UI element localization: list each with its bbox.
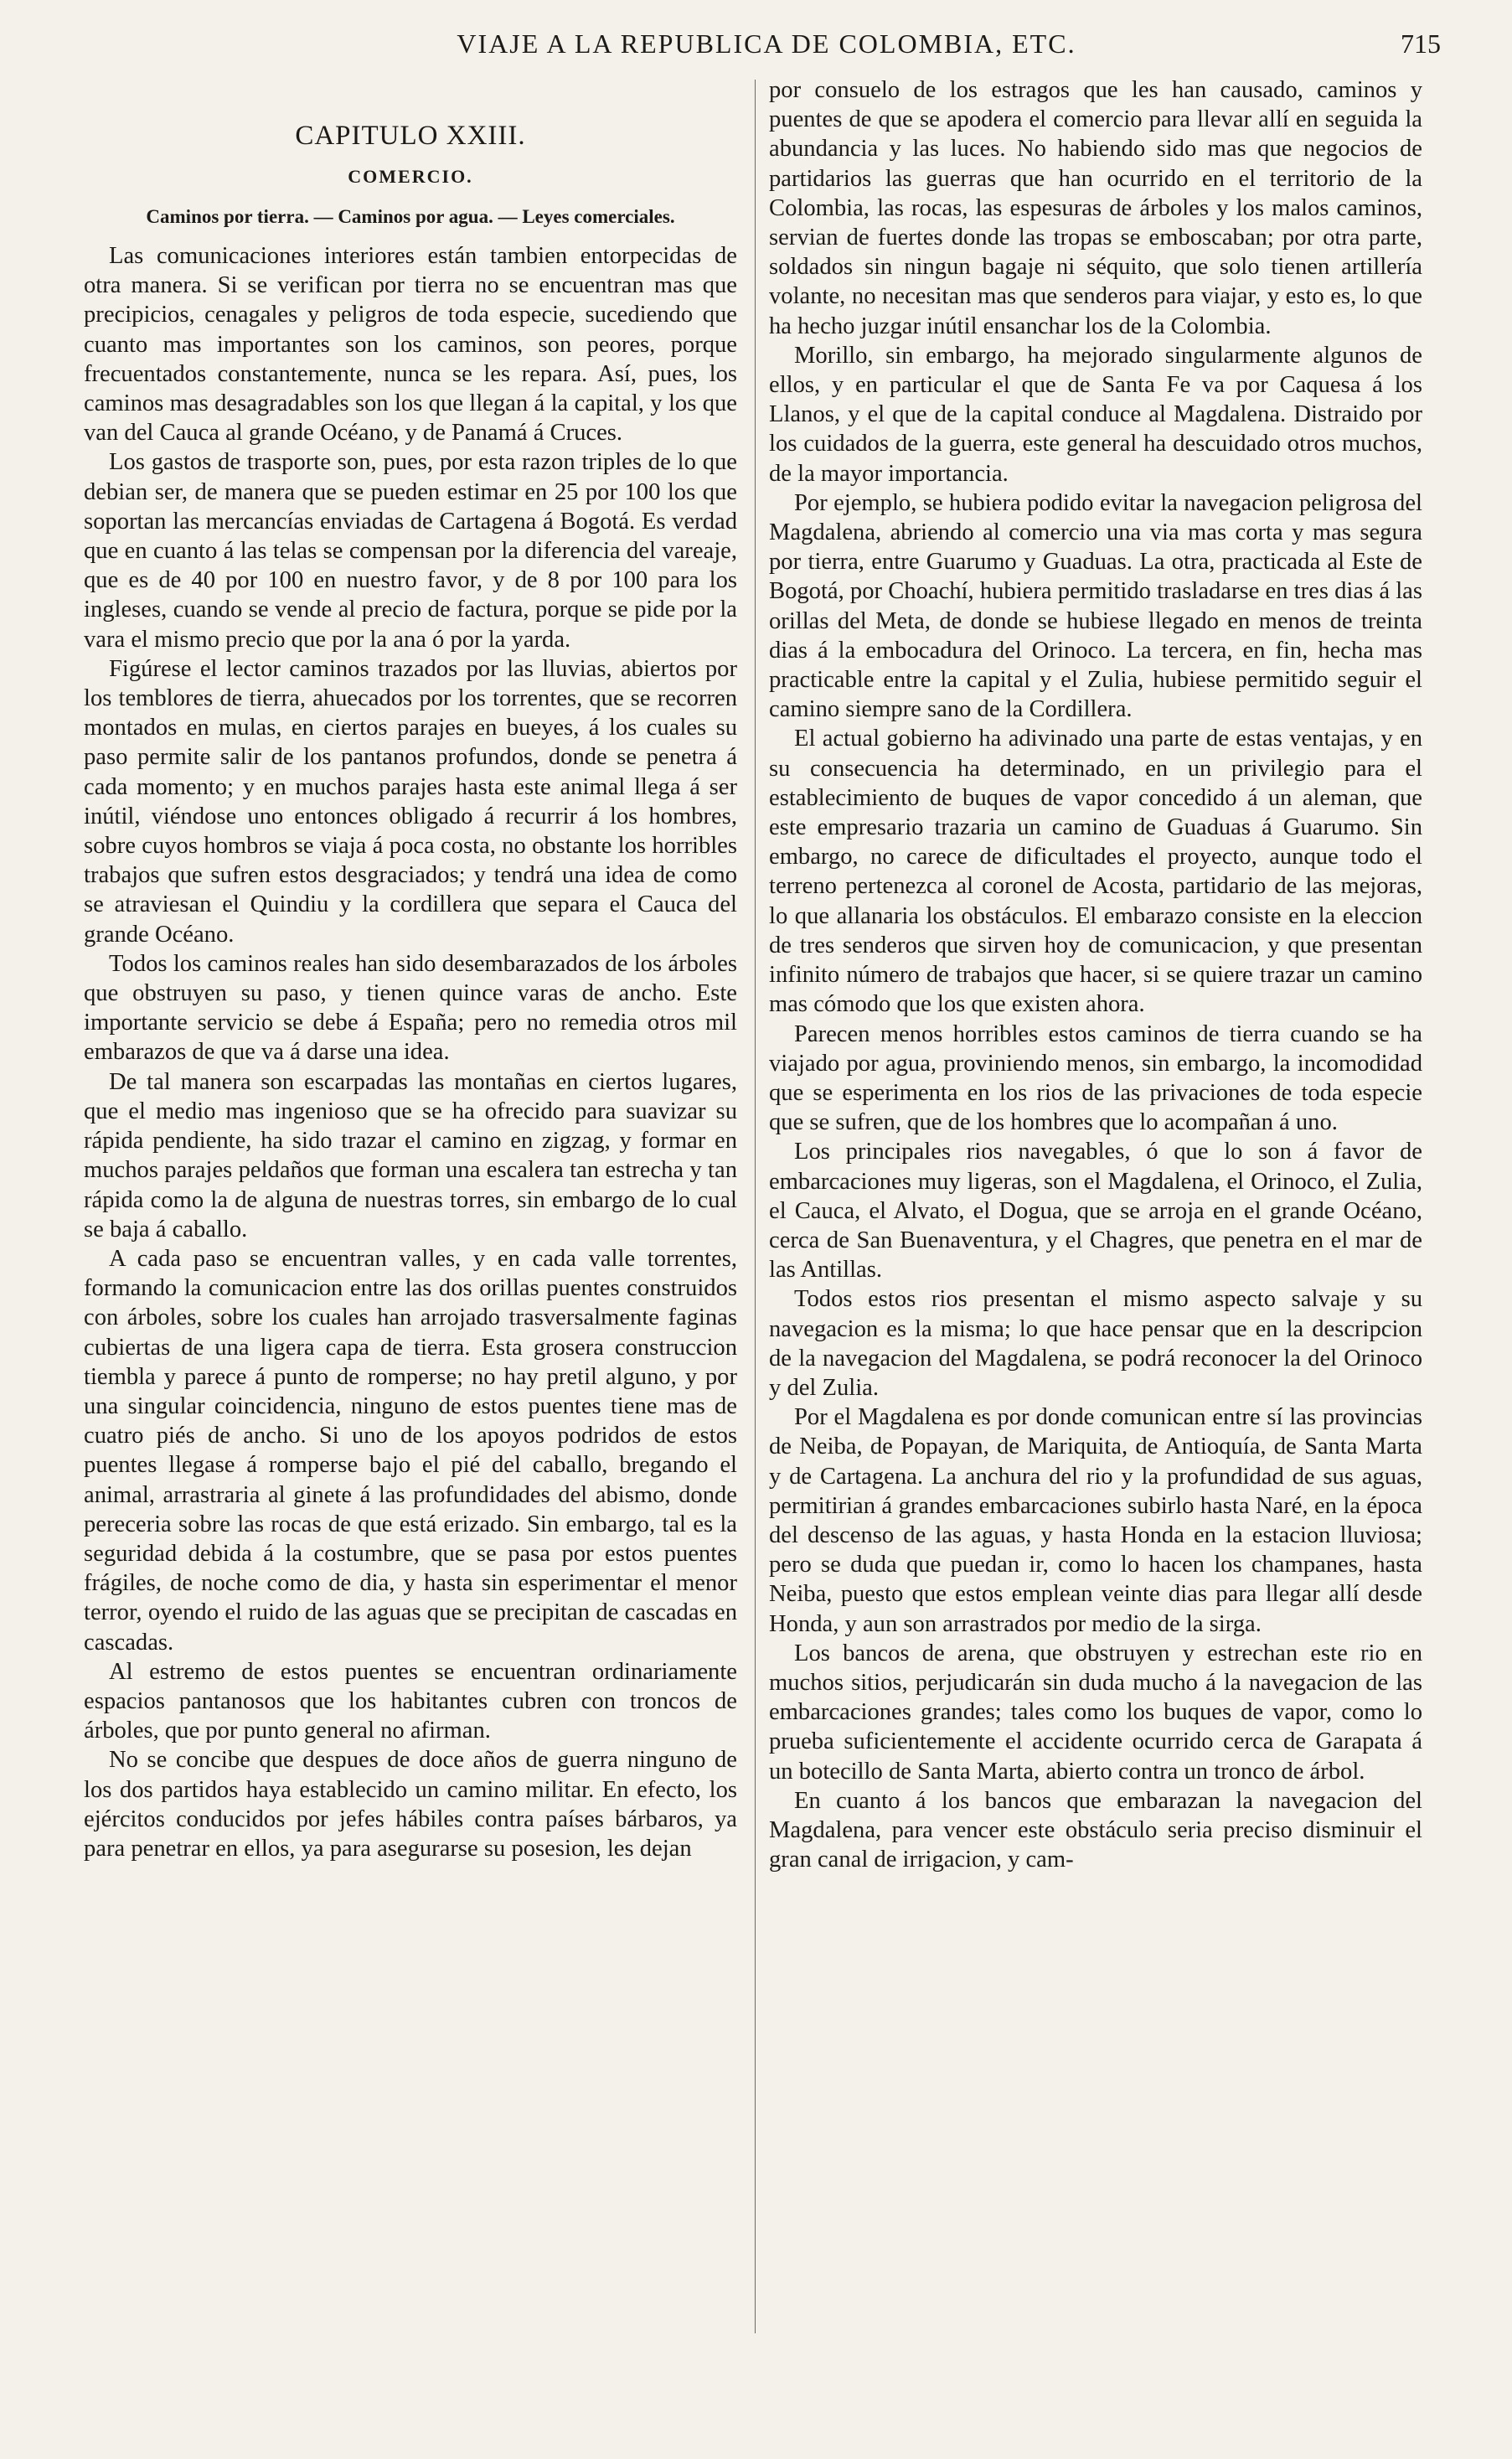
chapter-summary: Caminos por tierra. — Caminos por agua. — Leyes comerciales. xyxy=(146,206,675,227)
running-title: VIAJE A LA REPUBLICA DE COLOMBIA, ETC. xyxy=(457,28,1076,59)
paragraph: Los bancos de arena, que obstruyen y estrechan este rio en muchos sitios, perjudicarán sin duda mucho á la navegacion de las embarcaciones grandes; tales como los buques de vapor, como lo prueba suficientemente el accidente ocurrido cerca de Garapata á un botecillo de Santa Marta, abierto contra un tronco de árbol. xyxy=(769,1640,1422,1785)
paragraph: Por el Magdalena es por donde comunican entre sí las provincias de Neiba, de Popayan, de Mariquita, de Antioquía, de Santa Marta y de Cartagena. La anchura del rio y la profundidad de sus aguas, permitirian á grandes embarcaciones subirlo hasta Naré, en la época del descenso de las aguas, y hasta Honda en la estacion lluviosa; pero se duda que puedan ir, como lo hacen los champanes, hasta Neiba, puesto que estos emplean veinte dias para llegar allí desde Honda, y aun son arrastrados por medio de la sirga. xyxy=(769,1404,1422,1637)
paragraph: Morillo, sin embargo, ha mejorado singularmente algunos de ellos, y en particular el que de Santa Fe va por Caquesa á los Llanos, y el que de la capital conduce al Magdalena. Distraido por los cuidados de la guerra, este general ha descuidado otros muchos, de la mayor importancia. xyxy=(769,342,1422,487)
paragraph: Los principales rios navegables, ó que lo son á favor de embarcaciones muy ligeras, son el Magdalena, el Orinoco, el Zulia, el Cauca, el Alvato, el Dogua, que se arroja en el grande Océano, cerca de San Buenaventura, y el Chagres, que penetra en el mar de las Antillas. xyxy=(769,1139,1422,1284)
page-number: 715 xyxy=(1401,28,1441,59)
page-header xyxy=(92,25,1441,67)
paragraph: Los gastos de trasporte son, pues, por esta razon triples de lo que debian ser, de manera que se pueden estimar en 25 por 100 los que soportan las mercancías enviadas de Cartagena á Bogotá. Es verdad que en cuanto á las telas se compensan por la diferencia del vareaje, que es de 40 por 100 en nuestro favor, y de 8 por 100 para los ingleses, cuando se vende al precio de factura, porque se pide por la vara el mismo precio que por la ana ó por la yarda. xyxy=(84,449,737,653)
paragraph: Parecen menos horribles estos caminos de tierra cuando se ha viajado por agua, proviniendo menos, sin embargo, la incomodidad que se esperimenta en los rios de las privaciones de toda especie que se sufren, que de los hombres que lo acompañan á uno. xyxy=(769,1020,1422,1136)
column-divider xyxy=(755,80,756,2333)
paragraph: Al estremo de estos puentes se encuentran ordinariamente espacios pantanosos que los habitantes cubren con troncos de árboles, que por punto general no afirman. xyxy=(84,1658,737,1744)
paragraph: Todos estos rios presentan el mismo aspecto salvaje y su navegacion es la misma; lo que hace pensar que en la descripcion de la navegacion del Magdalena, se podrá reconocer la del Orinoco y del Zulia. xyxy=(769,1286,1422,1401)
left-column xyxy=(84,75,737,1863)
chapter-subtitle: COMERCIO. xyxy=(348,166,473,187)
paragraph: No se concibe que despues de doce años de guerra ninguno de los dos partidos haya establecido un camino militar. En efecto, los ejércitos conducidos por jefes hábiles contra países bárbaros, ya para penetrar en ellos, ya para asegurarse su posesion, les dejan xyxy=(84,1747,737,1862)
paragraph-continuation: por consuelo de los estragos que les han causado, caminos y puentes de que se apodera el comercio para llevar allí en seguida la abundancia y las luces. No habiendo sido mas que negocios de partidarios las guerras que han ocurrido en el territorio de la Colombia, las rocas, las espesuras de árboles y los malos caminos, servian de fuertes donde las tropas se emboscaban; por otra parte, soldados sin ningun bagaje ni séquito, que solo tienen artillería volante, no necesitan mas que senderos para viajar, y esto es, lo que ha hecho juzgar inútil ensanchar los de la Colombia. xyxy=(769,77,1422,339)
paragraph: A cada paso se encuentran valles, y en cada valle torrentes, formando la comunicacion entre las dos orillas puentes construidos con árboles, sobre los cuales han arrojado trasversalmente faginas cubiertas de una ligera capa de tierra. Esta grosera construccion tiembla y parece á punto de romperse; no hay pretil alguno, y por una singular coincidencia, ninguno de estos puentes tiene mas de cuatro piés de ancho. Si uno de los apoyos podridos de estos puentes llegase á romperse bajo el pié del caballo, bregando el animal, arrastraria al ginete á las profundidades del abismo, donde pereceria sobre las rocas de que está erizado. Sin embargo, tal es la seguridad debida á la costumbre, que se pasa por estos puentes frágiles, de noche como de dia, y hasta sin esperimentar el menor terror, oyendo el ruido de las aguas que se precipitan de cascadas en cascadas. xyxy=(84,1245,737,1656)
chapter-title: CAPITULO XXIII. xyxy=(295,121,526,151)
paragraph: Figúrese el lector caminos trazados por las lluvias, abiertos por los temblores de tierra, ahuecados por los torrentes, que se recorren montados en mulas, en ciertos parajes en bueyes, á los cuales su paso permite salir de los pantanos profundos, donde se penetra á cada momento; y en muchos parajes hasta este animal llega á ser inútil, viéndose uno entonces obligado á recurrir á los hombres, sobre cuyos hombros se viaja á poca costa, no obstante los horribles trabajos que sufren estos desgraciados; y tendrá una idea de como se atraviesan el Quindiu y la cordillera que separa el Cauca del grande Océano. xyxy=(84,655,737,948)
paragraph: El actual gobierno ha adivinado una parte de estas ventajas, y en su consecuencia ha determinado, en un privilegio para el establecimiento de buques de vapor concedido á un aleman, que este empresario trazaria un camino de Guaduas á Guarumo. Sin embargo, no carece de dificultades el proyecto, aunque todo el terreno pertenezca al coronel de Acosta, partidario de las mejoras, lo que allanaria los obstáculos. El embarazo consiste en la eleccion de tres senderos que sirven hoy de comunicacion, y que presentan infinito número de trabajos que hacer, si se quiere trazar un camino mas cómodo que los que existen ahora. xyxy=(769,726,1422,1018)
paragraph: En cuanto á los bancos que embarazan la navegacion del Magdalena, para vencer este obstáculo seria preciso disminuir el gran canal de irrigacion, y cam- xyxy=(769,1787,1422,1873)
right-column xyxy=(769,75,1422,1874)
paragraph: Por ejemplo, se hubiera podido evitar la navegacion peligrosa del Magdalena, abriendo al comercio una via mas corta y mas segura por tierra, entre Guarumo y Guaduas. La otra, practicada al Este de Bogotá, por Choachí, hubiera permitido trasladarse en tres dias á las orillas del Meta, de donde se hubiese llegado en menos de treinta dias á la embocadura del Orinoco. La tercera, en fin, hecha mas practicable entre la capital y el Zulia, hubiese permitido seguir el camino siempre sano de la Cordillera. xyxy=(769,489,1422,723)
paragraph: De tal manera son escarpadas las montañas en ciertos lugares, que el medio mas ingenioso que se ha ofrecido para suavizar su rápida pendiente, ha sido trazar el camino en zigzag, y formar en muchos parajes peldaños que forman una escalera tan estrecha y tan rápida como la de alguna de nuestras torres, sin embargo de lo cual se baja á caballo. xyxy=(84,1068,737,1242)
paragraph: Las comunicaciones interiores están tambien entorpecidas de otra manera. Si se verifican por tierra no se encuentran mas que precipicios, cenagales y peligros de toda especie, sucediendo que cuanto mas importantes son los caminos, son peores, porque frecuentados constantemente, nunca se les repara. Así, pues, los caminos mas desagradables son los que llegan á la capital, y los que van del Cauca al grande Océano, y de Panamá á Cruces. xyxy=(84,243,737,447)
paragraph: Todos los caminos reales han sido desembarazados de los árboles que obstruyen su paso, y tienen quince varas de ancho. Este importante servicio se debe á España; pero no remedia otros mil embarazos de que va á darse una idea. xyxy=(84,950,737,1066)
